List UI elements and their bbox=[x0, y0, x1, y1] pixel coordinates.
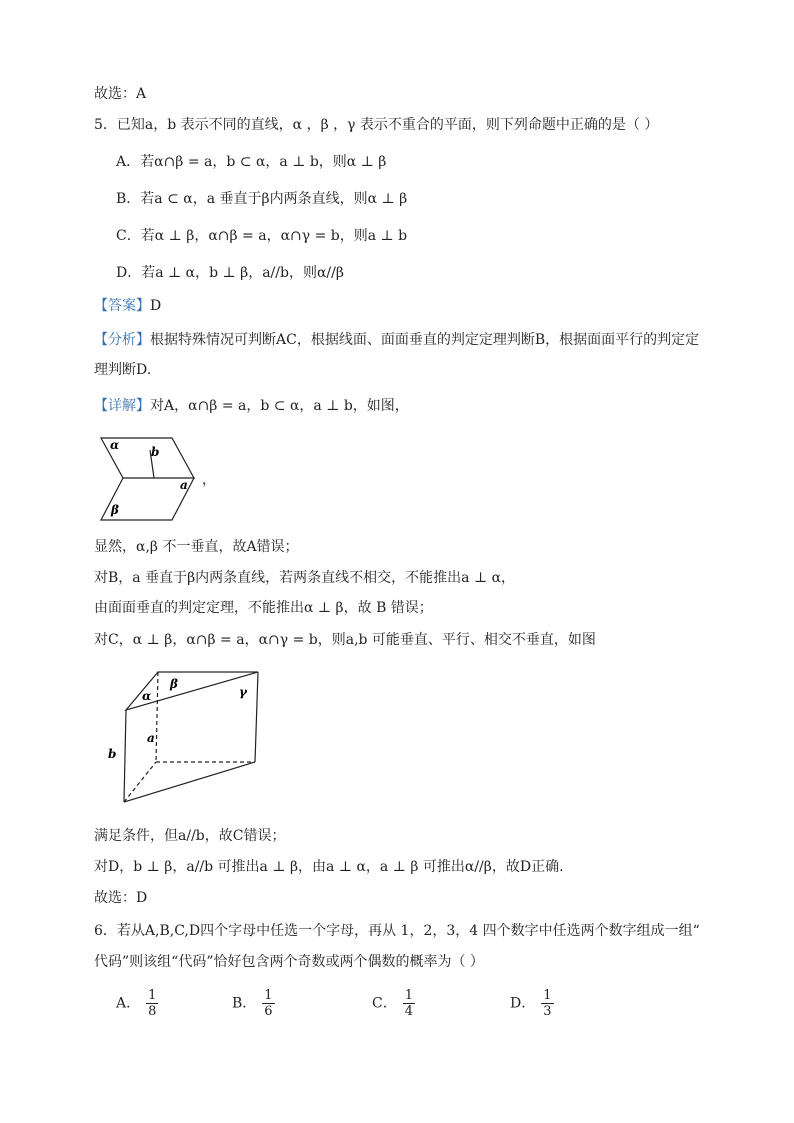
figure-planes-alpha-beta bbox=[94, 432, 214, 528]
analysis-line-2: 理判断D. bbox=[94, 362, 152, 378]
fraction bbox=[403, 988, 415, 1019]
solution-line-6: 对D，b ⊥ β，a//b 可推出a ⊥ β，由a ⊥ α，a ⊥ β 可推出α//β，故D正确. bbox=[94, 859, 564, 875]
label-a: a bbox=[180, 478, 188, 492]
choice-label: A． bbox=[116, 995, 141, 1012]
choice-a bbox=[116, 988, 158, 1019]
analysis-text-1: 根据特殊情况可判断AC，根据线面、面面垂直的判定定理判断B，根据面面平行的判定定 bbox=[150, 332, 700, 348]
question-5: 5．已知a，b 表示不同的直线，α ，β ，γ 表示不重合的平面，则下列命题中正确的是（ ） bbox=[94, 117, 659, 133]
figure-prism bbox=[100, 662, 270, 810]
choice-b bbox=[232, 988, 275, 1019]
option-a: A．若α∩β = a，b ⊂ α，a ⊥ b，则α ⊥ β bbox=[116, 154, 387, 170]
denominator: 8 bbox=[148, 1004, 157, 1019]
answer-tag: 【答案】 bbox=[94, 298, 150, 314]
analysis-tag: 【分析】 bbox=[94, 332, 150, 348]
question-6-line-2: 代码”则该组“代码”恰好包含两个奇数或两个偶数的概率为（ ） bbox=[94, 954, 484, 970]
question-6-line-1: 6．若从A,B,C,D四个字母中任选一个字母，再从 1，2，3，4 四个数字中任选两个数字组成一组“ bbox=[94, 923, 700, 939]
numerator: 1 bbox=[543, 988, 552, 1003]
hidden-edge-a bbox=[156, 672, 158, 762]
answer-line-q5: 故选：D bbox=[94, 890, 148, 906]
edge-left bbox=[124, 710, 126, 802]
figure1-comma: ， bbox=[202, 472, 216, 488]
option-c: C．若α ⊥ β，α∩β = a，α∩γ = b，则a ⊥ b bbox=[116, 228, 408, 244]
option-d: D．若a ⊥ α，b ⊥ β，a//b，则α//β bbox=[116, 265, 344, 281]
numerator: 1 bbox=[404, 988, 413, 1003]
solution-line-3: 由面面垂直的判定定理，不能推出α ⊥ β，故 B 错误； bbox=[94, 600, 433, 616]
choice-label: D． bbox=[510, 995, 536, 1012]
label-b: b bbox=[151, 445, 160, 459]
option-b: B．若a ⊂ α，a 垂直于β内两条直线，则α ⊥ β bbox=[116, 191, 408, 207]
label-beta: β bbox=[111, 503, 119, 517]
detail-line-1 bbox=[94, 396, 409, 416]
fraction bbox=[541, 988, 553, 1019]
answer-line bbox=[94, 296, 161, 316]
label-beta: β bbox=[170, 677, 178, 691]
detail-text-1: 对A，α∩β = a，b ⊂ α，a ⊥ b，如图， bbox=[150, 398, 409, 414]
choice-d bbox=[510, 988, 554, 1019]
answer-line-q4: 故选：A bbox=[94, 86, 147, 102]
choice-label: B． bbox=[232, 995, 257, 1012]
edge-right bbox=[255, 672, 258, 762]
numerator: 1 bbox=[264, 988, 273, 1003]
edge-bottom bbox=[124, 762, 255, 802]
fraction bbox=[146, 988, 158, 1019]
label-b: b bbox=[108, 747, 117, 761]
solution-line-1: 显然，α,β 不一垂直，故A错误； bbox=[94, 539, 299, 555]
analysis-line-1 bbox=[94, 330, 699, 350]
question-6-choices bbox=[116, 988, 676, 1018]
label-alpha: α bbox=[142, 689, 152, 703]
denominator: 4 bbox=[404, 1004, 413, 1019]
choice-c bbox=[372, 988, 415, 1019]
label-a: a bbox=[147, 731, 155, 745]
solution-line-2: 对B，a 垂直于β内两条直线，若两条直线不相交，不能推出a ⊥ α， bbox=[94, 570, 516, 586]
denominator: 3 bbox=[543, 1004, 552, 1019]
solution-line-4: 对C，α ⊥ β，α∩β = a，α∩γ = b，则a,b 可能垂直、平行、相交不垂直，如图 bbox=[94, 632, 596, 648]
answer-value: D bbox=[150, 298, 162, 314]
label-alpha: α bbox=[110, 438, 120, 452]
choice-label: C． bbox=[372, 995, 397, 1012]
fraction bbox=[262, 988, 274, 1019]
hidden-edge-base bbox=[124, 762, 156, 802]
numerator: 1 bbox=[148, 988, 157, 1003]
label-gamma: γ bbox=[239, 685, 247, 699]
detail-tag: 【详解】 bbox=[94, 398, 150, 414]
denominator: 6 bbox=[264, 1004, 273, 1019]
solution-line-5: 满足条件，但a//b，故C错误； bbox=[94, 828, 286, 844]
